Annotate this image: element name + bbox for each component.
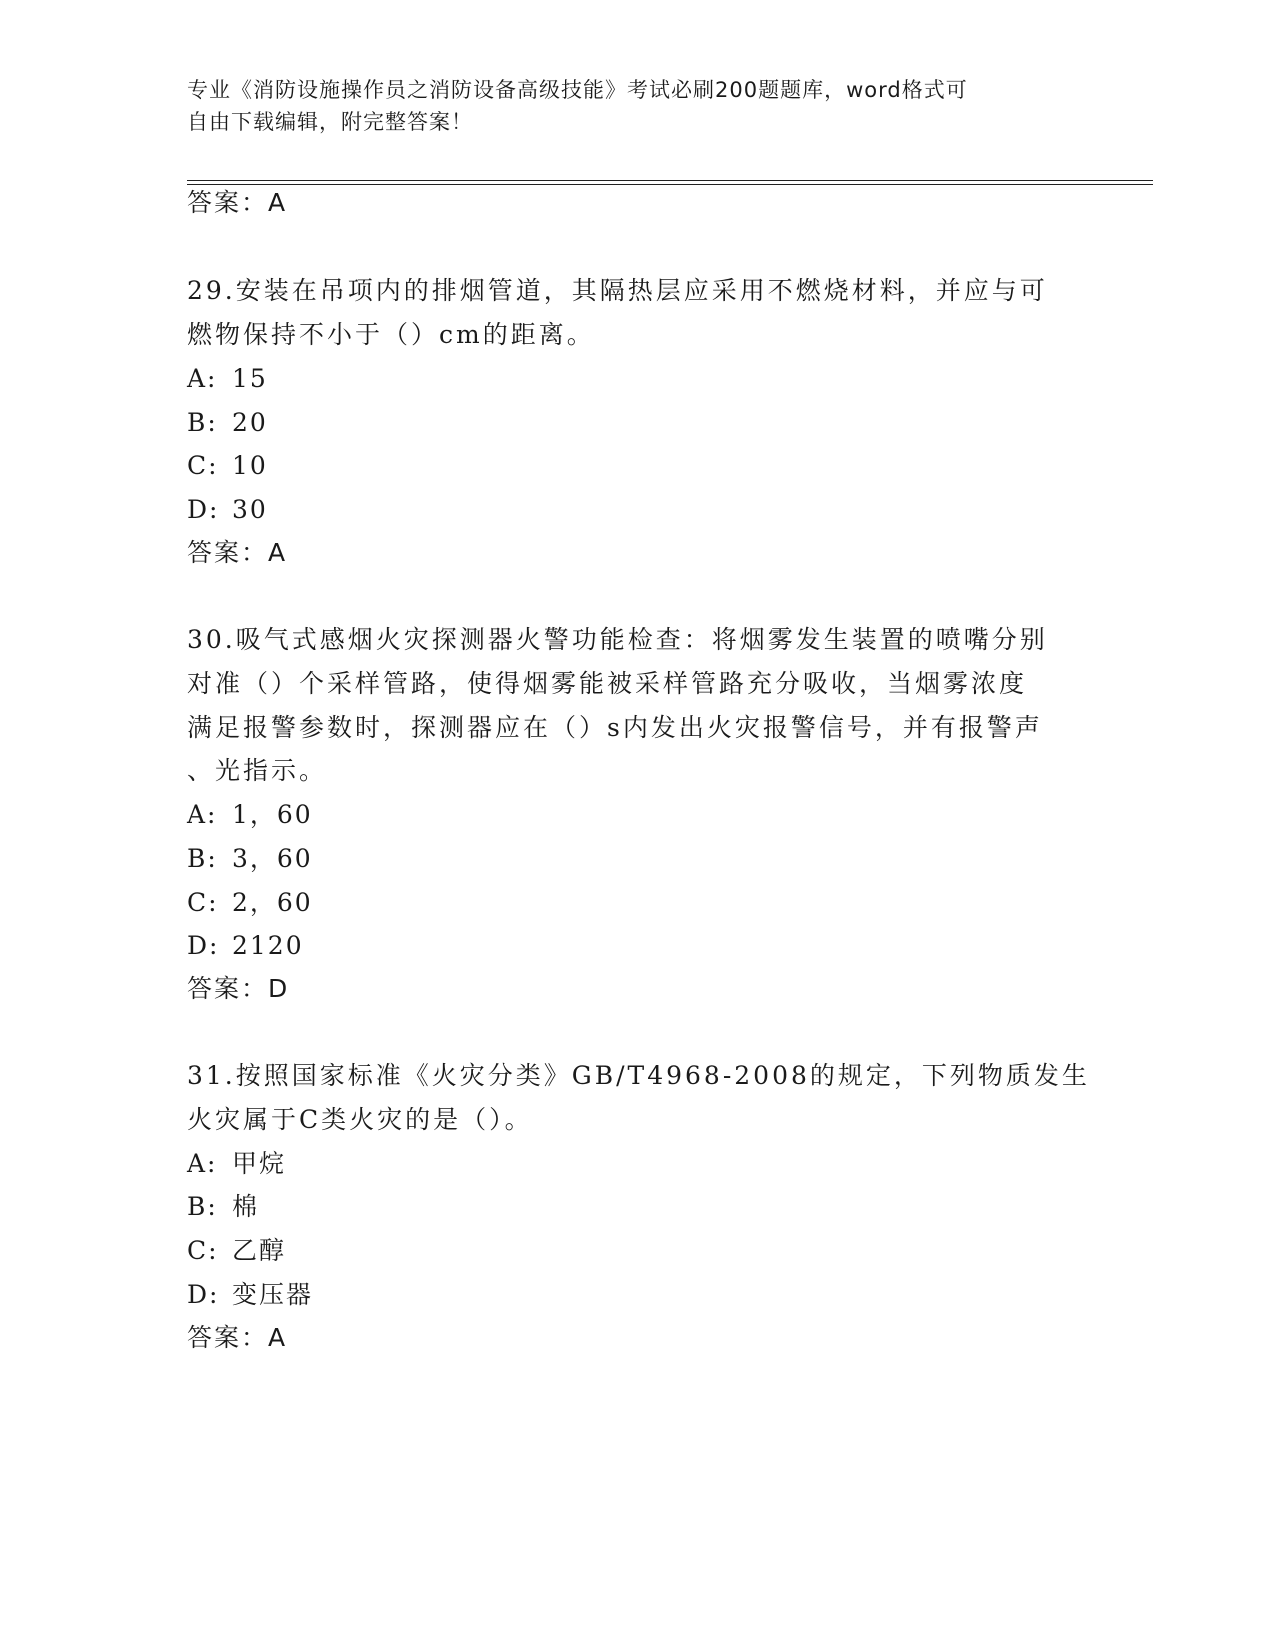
question-30-answer: 答案：D <box>187 974 290 1003</box>
option-label: D: <box>187 495 220 524</box>
question-29-line-2: 燃物保持不小于（）cm的距离。 <box>187 320 595 349</box>
option-text: 1，60 <box>232 800 313 829</box>
option-label: A: <box>187 800 218 829</box>
question-29-answer: 答案：A <box>187 538 288 567</box>
option-label: B: <box>187 1192 218 1221</box>
header-divider-bottom <box>187 184 1153 185</box>
option-text: 3，60 <box>232 844 313 873</box>
question-31-option-c <box>187 1234 286 1268</box>
question-29-option-d <box>187 493 268 527</box>
option-label: D: <box>187 931 220 960</box>
page-header <box>187 74 1087 138</box>
option-label: C: <box>187 888 219 917</box>
option-label: C: <box>187 1236 219 1265</box>
question-30-line-1: 30.吸气式感烟火灾探测器火警功能检查：将烟雾发生装置的喷嘴分别 <box>187 625 1048 654</box>
option-label: B: <box>187 408 218 437</box>
header-divider-top <box>187 180 1153 181</box>
question-29-option-b <box>187 406 268 440</box>
option-label: A: <box>187 1149 218 1178</box>
question-30-option-d <box>187 929 304 963</box>
option-text: 变压器 <box>232 1280 314 1309</box>
option-text: 甲烷 <box>232 1149 287 1178</box>
question-30-line-2: 对准（）个采样管路，使得烟雾能被采样管路充分吸收，当烟雾浓度 <box>187 669 1028 698</box>
header-title-line-1: 专业《消防设施操作员之消防设备高级技能》考试必刷200题题库，word格式可 <box>187 78 968 102</box>
question-29-option-a <box>187 362 268 396</box>
option-label: C: <box>187 451 219 480</box>
option-text: 15 <box>232 364 268 393</box>
option-label: B: <box>187 844 218 873</box>
header-title-line-2: 自由下载编辑，附完整答案！ <box>187 110 473 134</box>
question-30-line-3: 满足报警参数时，探测器应在（）s内发出火灾报警信号，并有报警声 <box>187 713 1043 742</box>
option-text: 2120 <box>232 931 304 960</box>
question-31-option-b <box>187 1190 259 1224</box>
option-label: D: <box>187 1280 220 1309</box>
previous-answer: 答案：A <box>187 188 288 217</box>
question-30-option-a <box>187 798 313 832</box>
option-text: 乙醇 <box>232 1236 287 1265</box>
question-31-answer: 答案：A <box>187 1323 288 1352</box>
question-31-option-d <box>187 1278 313 1312</box>
option-text: 30 <box>232 495 268 524</box>
question-30-option-c <box>187 886 313 920</box>
question-30-option-b <box>187 842 313 876</box>
question-31-option-a <box>187 1147 286 1181</box>
option-label: A: <box>187 364 218 393</box>
option-text: 2，60 <box>232 888 313 917</box>
option-text: 棉 <box>232 1192 260 1221</box>
question-30-line-4: 、光指示。 <box>187 756 328 785</box>
option-text: 20 <box>232 408 268 437</box>
question-29-option-c <box>187 449 268 483</box>
question-31-line-2: 火灾属于C类火灾的是（）。 <box>187 1105 533 1134</box>
option-text: 10 <box>232 451 268 480</box>
question-31-line-1: 31.按照国家标准《火灾分类》GB/T4968-2008的规定，下列物质发生 <box>187 1061 1090 1090</box>
question-29-line-1: 29.安装在吊项内的排烟管道，其隔热层应采用不燃烧材料，并应与可 <box>187 276 1048 305</box>
